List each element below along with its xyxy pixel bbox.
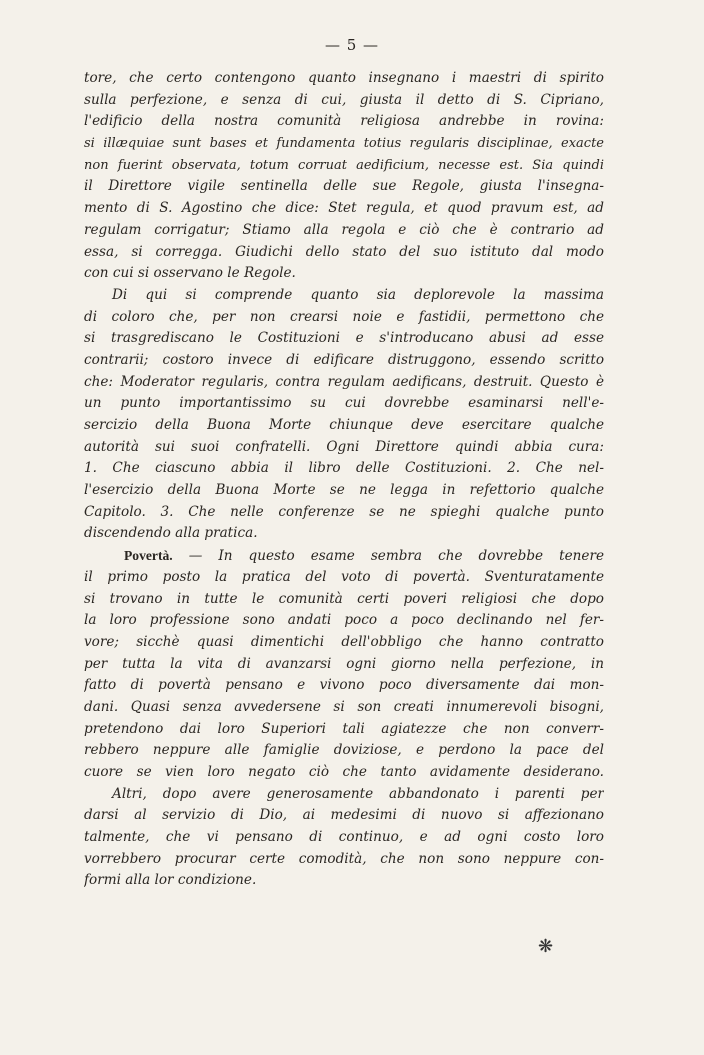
text-line: contrarii; costoro invece di edificare distruggono, essendo scritto <box>84 351 604 368</box>
text-line: vore; sicchè quasi dimentichi dell'obbligo che hanno contratto <box>84 633 604 650</box>
text-line: un punto importantissimo su cui dovrebbe esaminarsi nell'e- <box>84 395 604 412</box>
text-line: si trovano in tutte le comunità certi poveri religiosi che dopo <box>84 590 604 607</box>
text-line: formi alla lor condizione. <box>84 872 257 889</box>
text-line: fatto di povertà pensano e vivono poco diversamente dai mon- <box>84 677 604 694</box>
text-line: cuore se vien loro negato ciò che tanto avidamente desiderano. <box>84 764 604 780</box>
ornament-icon: ❋ <box>538 936 554 957</box>
section-heading-line: Povertà. — In questo esame sembra che dovrebbe tenere <box>124 548 604 565</box>
text-line: l'esercizio della Buona Morte se ne legga in refettorio qualche <box>84 482 604 499</box>
text-line: sulla perfezione, e senza di cui, giusta il detto di S. Cipriano, <box>84 91 604 108</box>
text-line: rebbero neppure alle famiglie doviziose, e perdono la pace del <box>84 742 604 759</box>
text-line: sercizio della Buona Morte chiunque deve esercitare qualche <box>84 417 604 433</box>
section-heading: Povertà. <box>124 548 173 564</box>
text-line: che: Moderator regularis, contra regulam aedificans, destruit. Questo è <box>84 373 604 390</box>
page-number: — 5 — <box>324 36 380 54</box>
text-line: Altri, dopo avere generosamente abbandonato i parenti per <box>112 785 604 802</box>
text-line: con cui si osservano le Regole. <box>84 265 296 282</box>
text-line: talmente, che vi pensano di continuo, e ad ogni costo loro <box>84 829 604 846</box>
text-line: essa, si corregga. Giudichi dello stato del suo istituto dal modo <box>84 243 604 260</box>
text-line: regulam corrigatur; Stiamo alla regola e ciò che è contrario ad <box>84 221 604 238</box>
text-line: autorità sui suoi confratelli. Ogni Direttore quindi abbia cura: <box>84 438 604 455</box>
text-line: tore, che certo contengono quanto insegnano i maestri di spirito <box>84 70 604 86</box>
text-line: darsi al servizio di Dio, ai medesimi di nuovo si affezionano <box>84 807 604 824</box>
text-line: si trasgrediscano le Costituzioni e s'introducano abusi ad esse <box>84 330 604 347</box>
text-line: dani. Quasi senza avvedersene si son creati innumerevoli bisogni, <box>84 698 604 715</box>
text-line: mento di S. Agostino che dice: Stet regula, et quod pravum est, ad <box>84 200 604 217</box>
text-line: per tutta la vita di avanzarsi ogni giorno nella perfezione, in <box>84 655 604 672</box>
body-text <box>84 68 604 892</box>
text-line: il Direttore vigile sentinella delle sue Regole, giusta l'insegna- <box>84 178 604 195</box>
text-line: Capitolo. 3. Che nelle conferenze se ne spieghi qualche punto <box>84 503 604 520</box>
text-line: discendendo alla pratica. <box>84 525 258 542</box>
text-line: si illæquiae sunt bases et fundamenta totius regularis disciplinae, exacte <box>84 136 604 152</box>
text-line: Di qui si comprende quanto sia deplorevole la massima <box>112 286 604 303</box>
text-line: l'edificio della nostra comunità religiosa andrebbe in rovina: <box>84 113 604 130</box>
text-line: non fuerint observata, totum corruat aedificium, necesse est. Sia quindi <box>84 157 604 173</box>
text-line: di coloro che, per non crearsi noie e fastidii, permettono che <box>84 308 604 325</box>
text-line: vorrebbero procurar certe comodità, che non sono neppure con- <box>84 850 604 867</box>
text-line: 1. Che ciascuno abbia il libro delle Costituzioni. 2. Che nel- <box>84 460 604 477</box>
text-line: la loro professione sono andati poco a poco declinando nel fer- <box>84 612 604 629</box>
text-line: pretendono dai loro Superiori tali agiatezze che non converr- <box>84 720 604 737</box>
text-line: il primo posto la pratica del voto di povertà. Sventuratamente <box>84 568 604 585</box>
